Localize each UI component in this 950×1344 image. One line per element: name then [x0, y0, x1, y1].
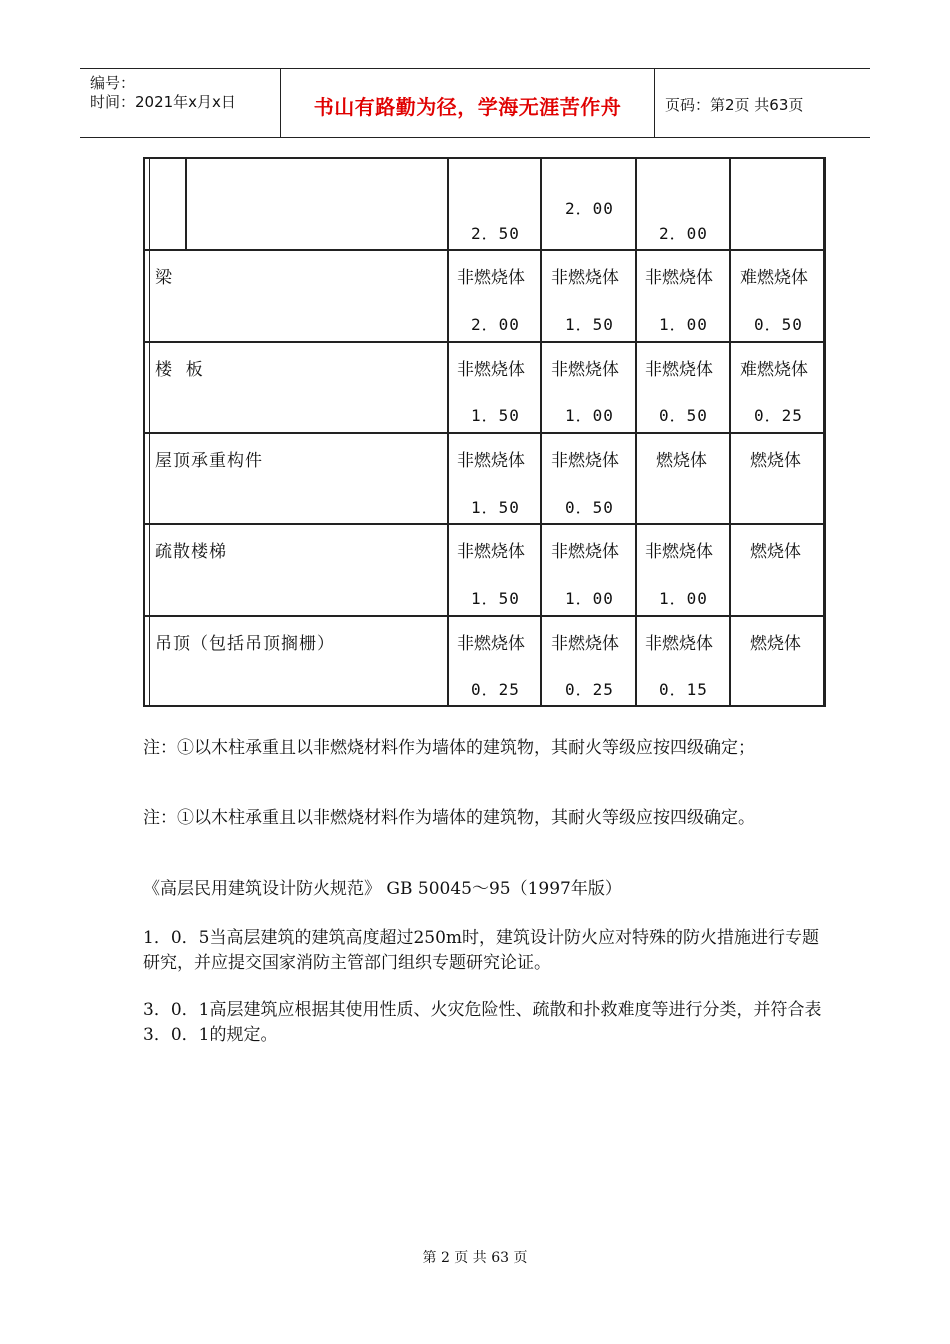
table-cell: 非燃烧体	[551, 268, 619, 288]
table-cell: 非燃烧体	[457, 634, 525, 654]
table-cell: 0．50	[659, 406, 708, 425]
table-cell: 非燃烧体	[551, 451, 619, 471]
clause-paragraph: 1．0．5当高层建筑的建筑高度超过250m时，建筑设计防火应对特殊的防火措施进行专题研究，并应提交国家消防主管部门组织专题研究论证。	[143, 928, 820, 973]
row-label-stairs: 疏散楼梯	[155, 542, 227, 562]
table-cell: 燃烧体	[656, 451, 707, 471]
table-cell: 0．15	[659, 680, 708, 699]
code-title: 《高层民用建筑设计防火规范》 GB 50045～95（1997年版）	[143, 879, 622, 899]
note-paragraph: 注：①以木柱承重且以非燃烧材料作为墙体的建筑物，其耐火等级应按四级确定；	[143, 738, 755, 758]
table-cell: 1．50	[471, 406, 520, 425]
clause-paragraph: 3．0．1高层建筑应根据其使用性质、火灾危险性、疏散和扑救难度等进行分类，并符合表3．0．1的规定。	[143, 1000, 822, 1045]
table-cell: 1．00	[659, 589, 708, 608]
header-meta-cell	[80, 69, 281, 137]
table-cell: 燃烧体	[750, 451, 801, 471]
header-motto-cell	[281, 69, 655, 137]
motto: 书山有路勤为径，学海无涯苦作舟	[313, 95, 622, 119]
table-cell: 1．00	[565, 406, 614, 425]
page-footer: 第 2 页 共 63 页	[422, 1250, 528, 1266]
table-cell: 非燃烧体	[551, 542, 619, 562]
table-cell: 非燃烧体	[645, 360, 713, 380]
row-label-roof: 屋顶承重构件	[155, 451, 263, 471]
note-paragraph: 注：①以木柱承重且以非燃烧材料作为墙体的建筑物，其耐火等级应按四级确定。	[143, 808, 755, 828]
table-cell: 1．50	[565, 315, 614, 334]
table-cell: 1．50	[471, 589, 520, 608]
table-cell: 燃烧体	[750, 542, 801, 562]
table-cell: 0．25	[471, 680, 520, 699]
table-cell: 难燃烧体	[740, 268, 808, 288]
table-cell: 1．00	[659, 315, 708, 334]
number-label: 编号：	[90, 74, 136, 92]
table-cell: 0．25	[565, 680, 614, 699]
table-cell: 0．50	[754, 315, 803, 334]
table-cell: 2．00	[659, 224, 708, 243]
table-cell: 非燃烧体	[457, 360, 525, 380]
table-cell: 难燃烧体	[740, 360, 808, 380]
table-cell: 1．50	[471, 498, 520, 517]
row-label-ceiling: 吊顶（包括吊顶搁栅）	[155, 634, 335, 654]
row-label-floor: 楼 板	[155, 360, 204, 380]
table-cell: 0．50	[565, 498, 614, 517]
header-page-cell	[655, 69, 870, 137]
table-cell: 燃烧体	[750, 634, 801, 654]
table-cell: 非燃烧体	[551, 360, 619, 380]
table-cell: 非燃烧体	[645, 634, 713, 654]
page-header	[80, 68, 870, 138]
table-cell: 非燃烧体	[645, 268, 713, 288]
table-cell: 2．00	[471, 315, 520, 334]
table-cell: 2．50	[471, 224, 520, 243]
table-cell: 2．00	[565, 199, 614, 218]
row-label-beam: 梁	[155, 268, 173, 288]
page-info: 页码：第2页 共63页	[665, 96, 804, 114]
table-cell: 0．25	[754, 406, 803, 425]
time-label: 时间：2021年x月x日	[90, 93, 236, 111]
table-cell: 非燃烧体	[457, 542, 525, 562]
fire-resistance-table	[143, 157, 826, 707]
table-cell: 非燃烧体	[551, 634, 619, 654]
table-cell: 非燃烧体	[457, 268, 525, 288]
table-cell: 非燃烧体	[645, 542, 713, 562]
table-cell: 非燃烧体	[457, 451, 525, 471]
table-cell: 1．00	[565, 589, 614, 608]
